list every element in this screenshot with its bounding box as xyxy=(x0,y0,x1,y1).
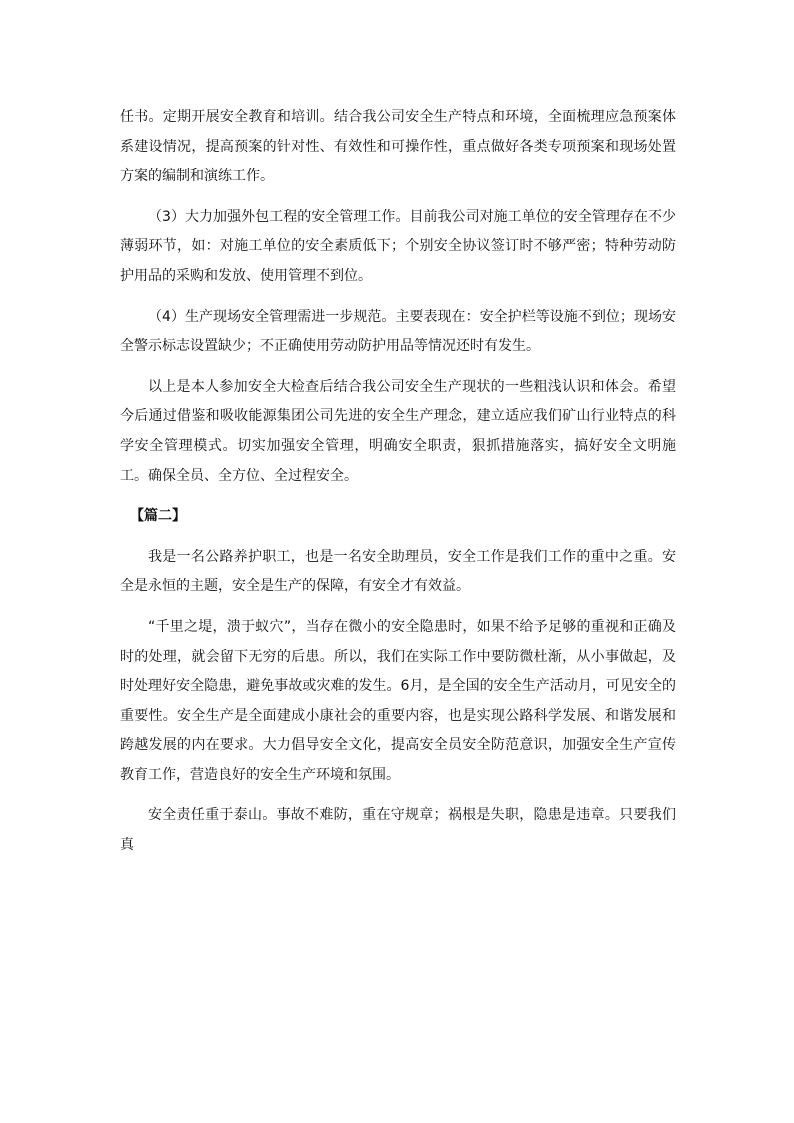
paragraph-intro: 我是一名公路养护职工，也是一名安全助理员，安全工作是我们工作的重中之重。安全是永恒的主题，安全是生产的保障，有安全才有效益。 xyxy=(120,548,676,595)
paragraph-body: “千里之堤，溃于蚁穴”，当存在微小的安全隐患时，如果不给予足够的重视和正确及时的处理，就会留下无穷的后患。所以，我们在实际工作中要防微杜渐，从小事做起，及时处理好安全隐患，避免事故或灾难的发生。6月，是全国的安全生产活动月，可见安全的重要性。安全生产是全面建成小康社会的重要内容，也是实现公路科学发展、和谐发展和跨越发展的内在要求。大力倡导安全文化，提高安全员安全防范意识，加强安全生产宣传教育工作，营造良好的安全生产环境和氛围。 xyxy=(120,618,676,783)
paragraph-last: 安全责任重于泰山。事故不难防，重在守规章；祸根是失职，隐患是违章。只要我们真 xyxy=(120,807,676,854)
paragraph-conclusion: 以上是本人参加安全大检查后结合我公司安全生产现状的一些粗浅认识和体会。希望今后通过借鉴和吸收能源集团公司先进的安全生产理念，建立适应我们矿山行业特点的科学安全管理模式。切实加强安全管理，明确安全职责，狠抓措施落实，搞好安全文明施工。确保全员、全方位、全过程安全。 xyxy=(120,378,676,484)
paragraph-item-3: （3）大力加强外包工程的安全管理工作。目前我公司对施工单位的安全管理存在不少薄弱环节，如：对施工单位的安全素质低下；个别安全协议签订时不够严密；特种劳动防护用品的采购和发放、使用管理不到位。 xyxy=(120,208,676,284)
document-body xyxy=(120,103,676,872)
section-heading: 【篇二】 xyxy=(130,508,186,525)
paragraph-item-4: （4）生产现场安全管理需进一步规范。主要表现在：安全护栏等设施不到位；现场安全警示标志设置缺少；不正确使用劳动防护用品等情况还时有发生。 xyxy=(120,308,676,355)
paragraph-continuation: 任书。定期开展安全教育和培训。结合我公司安全生产特点和环境，全面梳理应急预案体系建设情况，提高预案的针对性、有效性和可操作性，重点做好各类专项预案和现场处置方案的编制和演练工作。 xyxy=(120,109,676,185)
